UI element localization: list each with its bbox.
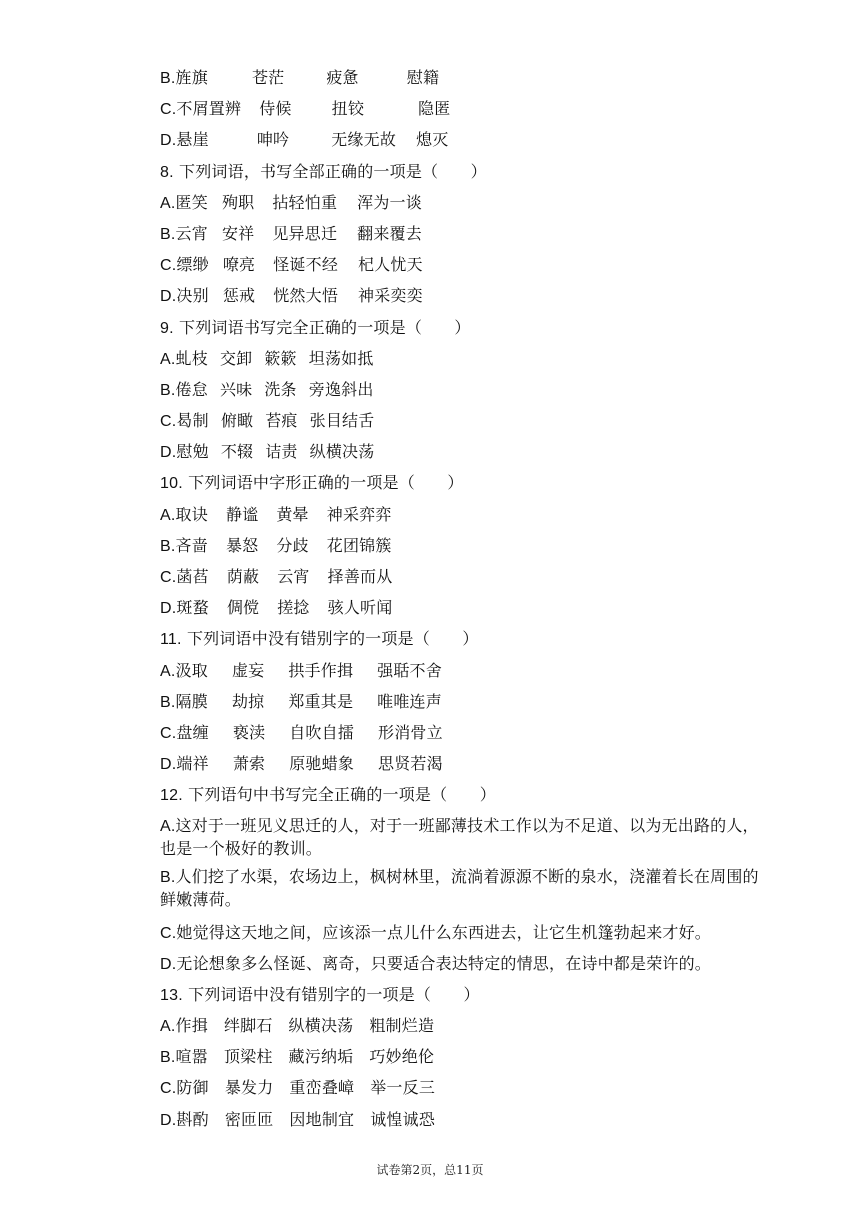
option-word: 张目结舌 (309, 411, 375, 431)
option-word: 取诀 (175, 504, 208, 524)
option-word: 端祥 (176, 754, 209, 774)
option-word: 缥缈 (176, 255, 209, 275)
option-letter: C. (160, 257, 177, 275)
option-letter: B. (160, 868, 176, 886)
answer-option (160, 1041, 760, 1072)
option-word: 翻来覆去 (357, 223, 422, 243)
option-word: 黄晕 (276, 504, 309, 524)
question-number: 8. (160, 163, 174, 181)
option-word: 藏污纳垢 (288, 1047, 354, 1067)
option-word: 坦荡如抵 (308, 348, 374, 368)
option-letter: B. (160, 693, 176, 711)
option-text: 这对于一班见义思迁的人，对于一班鄙薄技术工作以为不足道、以为无出路的人，也是一个极好的教训。 (160, 815, 759, 858)
option-word: 搓捻 (277, 598, 310, 618)
question-number: 10. (160, 475, 183, 493)
option-word: 旁逸斜出 (308, 379, 374, 399)
question-number: 13. (160, 986, 183, 1004)
option-word: 拈轻怕重 (272, 192, 338, 212)
question-number: 9. (160, 319, 174, 337)
option-letter: C. (160, 413, 177, 431)
option-word: 唯唯连声 (377, 691, 442, 711)
question-stem (160, 623, 760, 654)
option-word: 嘹亮 (222, 255, 256, 275)
answer-option (160, 93, 760, 124)
answer-option (160, 561, 760, 592)
option-letter: B. (160, 225, 176, 243)
option-word: 簌簌 (264, 348, 297, 368)
question-list (160, 62, 760, 1135)
option-word: 原驰蜡象 (289, 754, 355, 774)
option-word: 怪诞不经 (273, 255, 339, 275)
option-letter: C. (160, 1080, 177, 1098)
option-word: 慰勉 (176, 442, 209, 462)
option-word: 暴怒 (225, 535, 259, 555)
answer-option (160, 686, 760, 717)
option-letter: B. (160, 381, 176, 399)
option-word: 郑重其是 (288, 691, 354, 711)
option-word: 恍然大悟 (273, 286, 339, 306)
option-word: 曷制 (176, 411, 209, 431)
question-text: 下列语句中书写完全正确的一项是（ ） (182, 785, 496, 805)
option-word: 思贤若渴 (378, 754, 443, 774)
option-word: 静谧 (225, 504, 259, 524)
option-word: 分歧 (276, 535, 309, 555)
page-footer: 试卷第2页，总11页 (376, 1163, 484, 1177)
option-word: 俯瞰 (220, 411, 254, 431)
option-word: 汲取 (175, 660, 208, 680)
option-word: 防御 (176, 1078, 209, 1098)
option-letter: C. (160, 924, 177, 942)
answer-option (160, 717, 760, 748)
option-word: 骇人听闻 (327, 598, 393, 618)
option-text: 人们挖了水渠，农场边上，枫树林里，流淌着源源不断的泉水，浇灌着长在周围的鲜嫩薄荷。 (160, 866, 759, 909)
question-text: 下列词语书写完全正确的一项是（ ） (173, 317, 471, 337)
option-letter: B. (160, 1049, 176, 1067)
question-stem (160, 467, 760, 498)
option-word: 绊脚石 (223, 1016, 273, 1036)
answer-option (160, 218, 760, 249)
option-word: 形消骨立 (378, 722, 443, 742)
option-word: 无缘无故 (331, 130, 397, 150)
option-word: 疲惫 (326, 68, 359, 87)
option-word: 安祥 (221, 223, 255, 243)
answer-option (160, 655, 760, 686)
option-word: 举一反三 (370, 1078, 436, 1098)
option-word: 见异思迁 (272, 223, 338, 243)
answer-option (160, 917, 760, 948)
option-text: 她觉得这天地之间，应该添一点儿什么东西进去，让它生机篷勃起来才好。 (176, 922, 712, 942)
option-word: 择善而从 (327, 567, 393, 586)
option-letter: A. (160, 817, 176, 835)
answer-option (160, 948, 760, 979)
answer-option (160, 748, 760, 779)
answer-option (160, 436, 760, 467)
option-word: 决别 (176, 286, 209, 306)
option-word: 暴发力 (224, 1078, 274, 1098)
question-number: 12. (160, 787, 183, 805)
option-word: 诘责 (265, 442, 298, 462)
answer-option (160, 124, 760, 155)
option-letter: D. (160, 955, 177, 973)
option-word: 作揖 (175, 1016, 208, 1036)
option-word: 杞人忧天 (358, 255, 423, 275)
option-letter: D. (160, 600, 177, 618)
option-letter: C. (160, 724, 177, 742)
option-word: 拱手作揖 (288, 660, 354, 680)
question-stem (160, 779, 760, 810)
option-word: 盘缠 (176, 722, 209, 742)
question-stem (160, 979, 760, 1010)
option-letter: C. (160, 101, 177, 119)
answer-option (160, 1072, 760, 1103)
question-text: 下列词语，书写全部正确的一项是（ ） (173, 161, 487, 181)
option-word: 兴味 (219, 379, 253, 399)
option-word: 粗制烂造 (369, 1016, 435, 1036)
option-letter: D. (160, 288, 177, 306)
option-word: 重峦叠嶂 (289, 1078, 355, 1098)
option-word: 浑为一谈 (357, 192, 422, 212)
option-word: 诚惶诚恐 (370, 1109, 436, 1129)
option-word: 旌旗 (175, 68, 208, 87)
option-word: 自吹自擂 (289, 722, 355, 742)
option-letter: A. (160, 1018, 176, 1036)
option-word: 密匝匝 (224, 1109, 274, 1129)
option-word: 因地制宜 (289, 1109, 355, 1129)
option-word: 强聒不舍 (377, 660, 442, 680)
option-word: 顶梁柱 (223, 1047, 273, 1067)
answer-option (160, 343, 760, 374)
option-word: 呻吟 (256, 130, 290, 150)
question-number: 11. (160, 631, 182, 649)
option-letter: A. (160, 662, 176, 680)
option-word: 悬崖 (176, 130, 209, 150)
option-word: 倜傥 (226, 598, 260, 618)
option-word: 菡萏 (176, 567, 209, 586)
option-word: 扭铰 (331, 99, 365, 119)
option-word: 神采弈弈 (326, 504, 392, 524)
option-word: 萧索 (232, 754, 266, 774)
answer-option (160, 405, 760, 436)
option-word: 巧妙绝伦 (369, 1047, 435, 1067)
question-stem (160, 156, 760, 187)
option-letter: D. (160, 1111, 177, 1129)
option-word: 殉职 (221, 192, 255, 212)
question-text: 下列词语中没有错别字的一项是（ ） (181, 629, 479, 649)
option-word: 纵横决荡 (309, 442, 375, 462)
option-letter: B. (160, 70, 176, 87)
answer-option (160, 866, 760, 911)
option-word: 劫掠 (231, 691, 265, 711)
option-word: 慰籍 (406, 68, 440, 87)
answer-option (160, 280, 760, 311)
answer-option (160, 62, 760, 93)
answer-option (160, 1104, 760, 1135)
option-word: 苍茫 (251, 68, 285, 87)
option-letter: D. (160, 444, 177, 462)
answer-option (160, 530, 760, 561)
option-letter: A. (160, 506, 176, 524)
option-word: 交卸 (219, 348, 253, 368)
answer-option (160, 499, 760, 530)
option-letter: C. (160, 569, 177, 586)
option-word: 隔膜 (175, 691, 208, 711)
option-word: 苔痕 (265, 411, 298, 431)
option-word: 侍候 (259, 99, 292, 119)
option-word: 匿笑 (175, 192, 208, 212)
option-word: 斑蝥 (176, 598, 209, 618)
option-word: 隐匿 (418, 99, 451, 119)
option-word: 洗条 (264, 379, 297, 399)
option-word: 纵横决荡 (288, 1016, 354, 1036)
option-word: 熄灭 (416, 130, 449, 150)
option-word: 斟酌 (176, 1109, 209, 1129)
option-word: 亵渎 (232, 722, 266, 742)
option-word: 不辍 (220, 442, 254, 462)
option-word: 不屑置辨 (176, 99, 242, 119)
option-letter: B. (160, 537, 176, 555)
question-stem (160, 312, 760, 343)
option-word: 荫蔽 (226, 567, 260, 586)
option-word: 倦怠 (175, 379, 208, 399)
option-letter: D. (160, 756, 177, 774)
question-text: 下列词语中没有错别字的一项是（ ） (182, 984, 480, 1004)
answer-option (160, 187, 760, 218)
answer-option (160, 1010, 760, 1041)
answer-option (160, 815, 760, 860)
question-text: 下列词语中字形正确的一项是（ ） (182, 473, 464, 493)
option-word: 神采奕奕 (358, 286, 423, 306)
option-letter: A. (160, 194, 176, 212)
option-word: 虬枝 (175, 348, 208, 368)
option-letter: A. (160, 350, 176, 368)
option-word: 惩戒 (222, 286, 256, 306)
answer-option (160, 249, 760, 280)
answer-option (160, 374, 760, 405)
option-word: 花团锦簇 (326, 535, 392, 555)
option-text: 无论想象多么怪诞、离奇，只要适合表达特定的情思，在诗中都是荣许的。 (176, 953, 712, 973)
option-word: 喧嚣 (175, 1047, 208, 1067)
option-word: 虚妄 (231, 660, 265, 680)
option-letter: D. (160, 132, 177, 150)
option-word: 云宵 (277, 567, 310, 586)
option-word: 云宵 (175, 223, 208, 243)
answer-option (160, 592, 760, 623)
option-word: 吝啬 (175, 535, 208, 555)
